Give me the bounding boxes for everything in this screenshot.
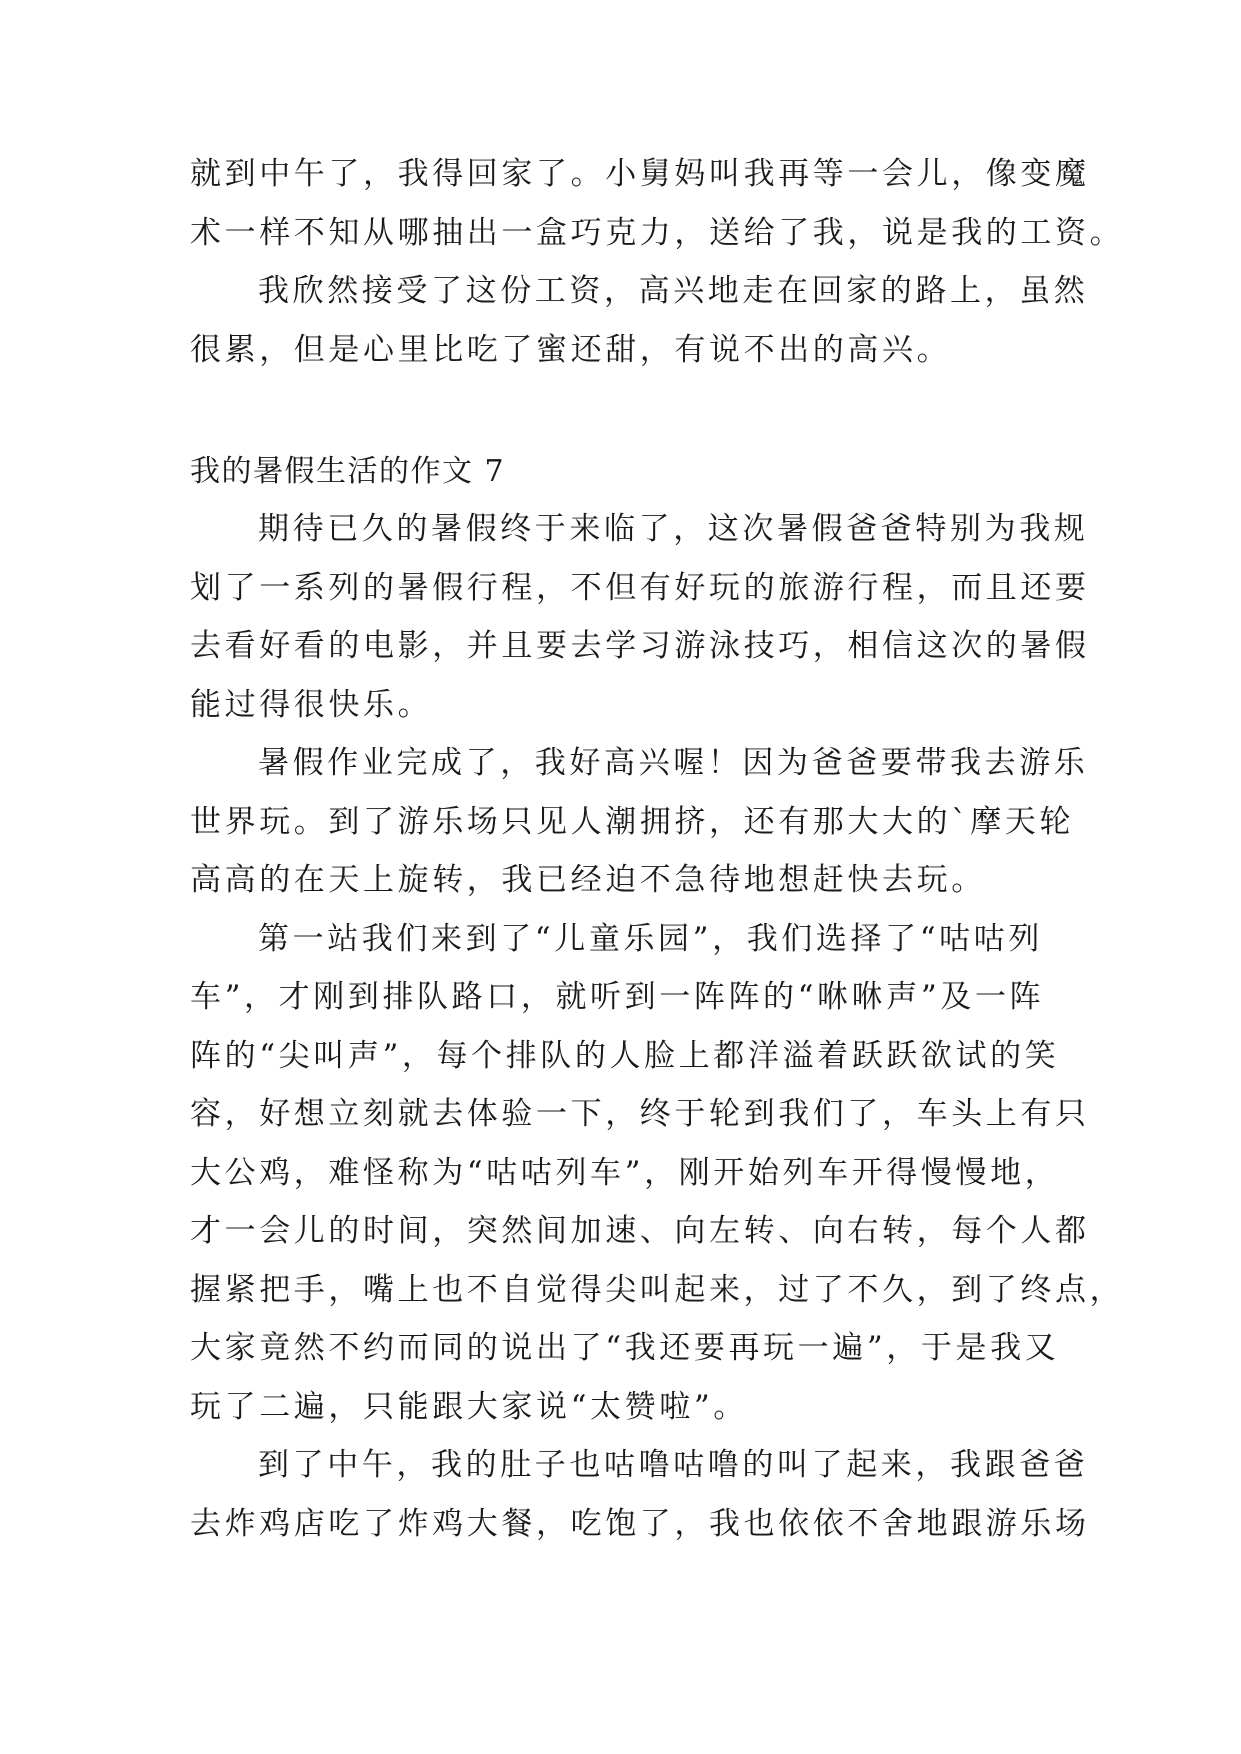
text-line: 到了中午，我的肚子也咕噜咕噜的叫了起来，我跟爸爸 xyxy=(258,1447,1089,1483)
body-text-block xyxy=(190,500,1125,1553)
text-line: 握紧把手，嘴上也不自觉得尖叫起来，过了不久，到了终点， xyxy=(190,1271,1125,1308)
text-line: 玩了二遍，只能跟大家说“太赞啦”。 xyxy=(190,1388,748,1425)
paragraph xyxy=(190,500,1090,734)
text-line: 大家竟然不约而同的说出了“我还要再玩一遍”，于是我又 xyxy=(190,1330,1060,1366)
text-line: 术一样不知从哪抽出一盒巧克力，送给了我，说是我的工资。 xyxy=(190,214,1125,251)
text-line: 去炸鸡店吃了炸鸡大餐，吃饱了，我也依依不舍地跟游乐场 xyxy=(190,1505,1090,1542)
text-line: 世界玩。到了游乐场只见人潮拥挤，还有那大大的`摩天轮 xyxy=(190,803,1075,840)
paragraph xyxy=(190,262,1089,379)
text-line: 期待已久的暑假终于来临了，这次暑假爸爸特别为我规 xyxy=(258,511,1089,547)
text-line: 去看好看的电影，并且要去学习游泳技巧，相信这次的暑假 xyxy=(190,628,1090,664)
section-heading: 我的暑假生活的作文 7 xyxy=(190,454,506,489)
paragraph xyxy=(190,734,1089,910)
text-line: 车”，才刚到排队路口，就听到一阵阵的“咻咻声”及一阵 xyxy=(190,979,1045,1015)
text-line: 大公鸡，难怪称为“咕咕列车”，刚开始列车开得慢慢地， xyxy=(190,1154,1060,1191)
paragraph xyxy=(190,145,1125,262)
text-line: 我欣然接受了这份工资，高兴地走在回家的路上，虽然 xyxy=(258,273,1089,309)
text-line: 才一会儿的时间，突然间加速、向左转、向右转，每个人都 xyxy=(190,1213,1090,1249)
text-line: 很累，但是心里比吃了蜜还甜，有说不出的高兴。 xyxy=(190,331,952,368)
text-line: 能过得很快乐。 xyxy=(190,686,433,723)
top-text-block xyxy=(190,145,1125,379)
text-line: 就到中午了，我得回家了。小舅妈叫我再等一会儿，像变魔 xyxy=(190,156,1090,192)
paragraph xyxy=(190,1436,1090,1553)
text-line: 划了一系列的暑假行程，不但有好玩的旅游行程，而且还要 xyxy=(190,569,1090,606)
text-line: 暑假作业完成了，我好高兴喔！因为爸爸要带我去游乐 xyxy=(258,745,1089,781)
text-line: 阵的“尖叫声”，每个排队的人脸上都洋溢着跃跃欲试的笑 xyxy=(190,1037,1060,1074)
text-line: 容，好想立刻就去体验一下，终于轮到我们了，车头上有只 xyxy=(190,1096,1090,1132)
text-line: 高高的在天上旋转，我已经迫不急待地想赶快去玩。 xyxy=(190,862,986,898)
paragraph xyxy=(190,910,1125,1437)
text-line: 第一站我们来到了“儿童乐园”，我们选择了“咕咕列 xyxy=(258,920,1043,957)
